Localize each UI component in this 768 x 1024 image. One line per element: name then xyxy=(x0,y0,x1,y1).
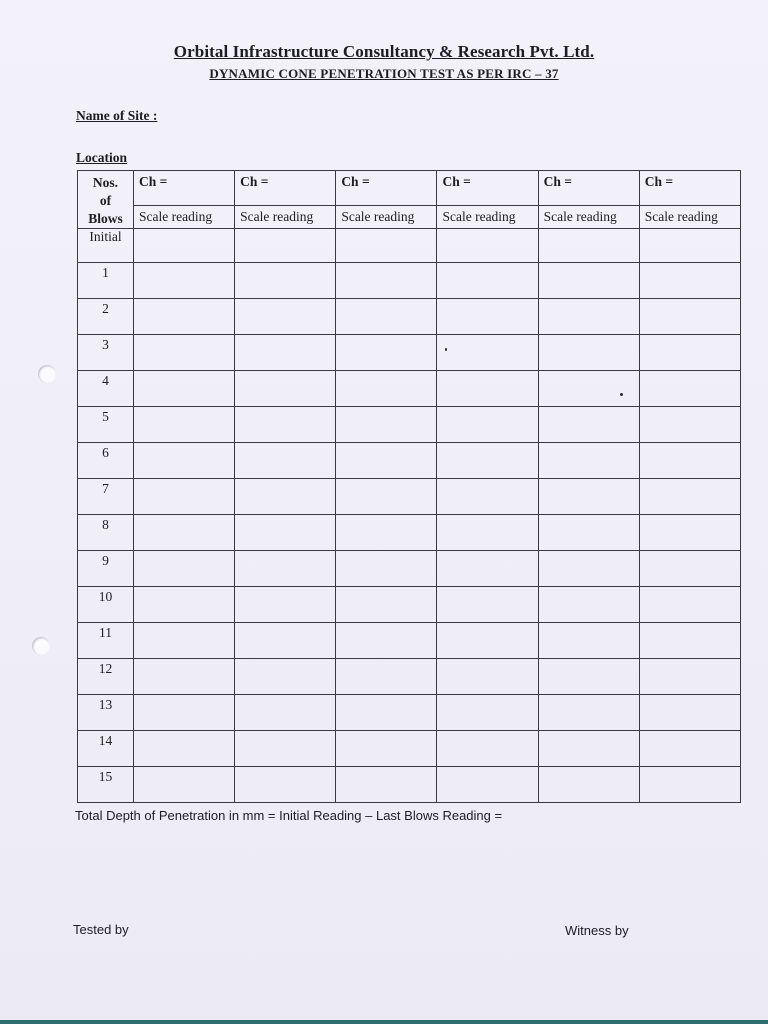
reading-cell[interactable] xyxy=(336,695,437,731)
blow-number: 11 xyxy=(78,623,134,659)
reading-cell[interactable] xyxy=(437,767,538,803)
blow-row xyxy=(78,587,741,623)
punch-hole xyxy=(38,365,56,383)
scale-reading-header: Scale reading xyxy=(437,205,538,228)
reading-cell[interactable] xyxy=(639,587,740,623)
blow-number: 1 xyxy=(78,263,134,299)
reading-cell[interactable] xyxy=(235,659,336,695)
scale-reading-header: Scale reading xyxy=(336,205,437,228)
blows-header-line: Nos. xyxy=(92,175,119,190)
reading-cell[interactable] xyxy=(134,407,235,443)
reading-cell[interactable] xyxy=(639,515,740,551)
reading-cell[interactable] xyxy=(437,551,538,587)
reading-cell[interactable] xyxy=(336,515,437,551)
reading-cell[interactable] xyxy=(437,515,538,551)
blow-row xyxy=(78,731,741,767)
reading-cell[interactable] xyxy=(134,229,235,263)
reading-cell[interactable] xyxy=(639,443,740,479)
reading-cell[interactable] xyxy=(134,371,235,407)
reading-cell[interactable] xyxy=(639,767,740,803)
reading-cell[interactable] xyxy=(235,551,336,587)
reading-cell[interactable] xyxy=(134,767,235,803)
blow-number: 9 xyxy=(78,551,134,587)
reading-cell[interactable] xyxy=(134,623,235,659)
reading-cell[interactable] xyxy=(538,731,639,767)
reading-cell[interactable] xyxy=(336,731,437,767)
bottom-edge-strip xyxy=(0,1020,768,1024)
speck xyxy=(620,393,623,396)
blow-number: 4 xyxy=(78,371,134,407)
chainage-header[interactable]: Ch = xyxy=(437,171,538,206)
total-depth-line: Total Depth of Penetration in mm = Initial Reading – Last Blows Reading = xyxy=(75,808,503,823)
reading-cell[interactable] xyxy=(538,443,639,479)
blows-header-line: Blows xyxy=(88,211,123,226)
reading-cell[interactable] xyxy=(336,479,437,515)
reading-cell[interactable] xyxy=(336,407,437,443)
reading-cell[interactable] xyxy=(639,335,740,371)
reading-cell[interactable] xyxy=(437,731,538,767)
reading-cell[interactable] xyxy=(538,479,639,515)
scale-reading-header: Scale reading xyxy=(235,205,336,228)
blow-row xyxy=(78,299,741,335)
reading-cell[interactable] xyxy=(336,587,437,623)
table-header-row xyxy=(78,171,741,206)
reading-cell[interactable] xyxy=(437,479,538,515)
reading-cell[interactable] xyxy=(336,335,437,371)
blow-row xyxy=(78,623,741,659)
reading-cell[interactable] xyxy=(437,335,538,371)
reading-cell[interactable] xyxy=(639,371,740,407)
reading-cell[interactable] xyxy=(235,587,336,623)
reading-cell[interactable] xyxy=(235,479,336,515)
blow-row xyxy=(78,479,741,515)
penetration-table xyxy=(77,170,741,803)
reading-cell[interactable] xyxy=(639,263,740,299)
blow-number: 8 xyxy=(78,515,134,551)
blow-number: 10 xyxy=(78,587,134,623)
blow-row xyxy=(78,263,741,299)
reading-cell[interactable] xyxy=(538,299,639,335)
blow-number: 5 xyxy=(78,407,134,443)
reading-cell[interactable] xyxy=(235,263,336,299)
blow-number: 14 xyxy=(78,731,134,767)
blow-number: 6 xyxy=(78,443,134,479)
reading-cell[interactable] xyxy=(134,731,235,767)
reading-cell[interactable] xyxy=(134,263,235,299)
blow-row xyxy=(78,515,741,551)
reading-cell[interactable] xyxy=(437,229,538,263)
reading-cell[interactable] xyxy=(538,767,639,803)
reading-cell[interactable] xyxy=(437,443,538,479)
reading-cell[interactable] xyxy=(437,695,538,731)
reading-cell[interactable] xyxy=(538,515,639,551)
reading-cell[interactable] xyxy=(134,443,235,479)
tested-by-label: Tested by xyxy=(73,922,129,937)
reading-cell[interactable] xyxy=(437,587,538,623)
blow-row xyxy=(78,767,741,803)
blow-number: 2 xyxy=(78,299,134,335)
location-label: Location xyxy=(76,150,128,165)
scale-reading-header: Scale reading xyxy=(538,205,639,228)
reading-cell[interactable] xyxy=(134,551,235,587)
scale-reading-header: Scale reading xyxy=(639,205,740,228)
reading-cell[interactable] xyxy=(235,335,336,371)
reading-cell[interactable] xyxy=(538,551,639,587)
chainage-header[interactable]: Ch = xyxy=(336,171,437,206)
reading-cell[interactable] xyxy=(538,335,639,371)
reading-cell[interactable] xyxy=(437,263,538,299)
reading-cell[interactable] xyxy=(336,371,437,407)
punch-hole xyxy=(32,637,50,655)
blow-row xyxy=(78,695,741,731)
blow-row xyxy=(78,659,741,695)
form-subtitle: DYNAMIC CONE PENETRATION TEST AS PER IRC – 37 xyxy=(209,66,559,81)
witness-by-label: Witness by xyxy=(565,923,629,938)
reading-cell[interactable] xyxy=(134,695,235,731)
reading-cell[interactable] xyxy=(639,479,740,515)
reading-cell[interactable] xyxy=(235,371,336,407)
company-title: Orbital Infrastructure Consultancy & Research Pvt. Ltd. xyxy=(173,42,595,61)
chainage-header[interactable]: Ch = xyxy=(639,171,740,206)
reading-cell[interactable] xyxy=(235,623,336,659)
initial-label: Initial xyxy=(78,229,134,263)
reading-cell[interactable] xyxy=(235,731,336,767)
blow-row xyxy=(78,371,741,407)
reading-cell[interactable] xyxy=(639,299,740,335)
chainage-header[interactable]: Ch = xyxy=(235,171,336,206)
reading-cell[interactable] xyxy=(639,659,740,695)
reading-cell[interactable] xyxy=(538,407,639,443)
reading-cell[interactable] xyxy=(235,767,336,803)
blow-number: 13 xyxy=(78,695,134,731)
reading-cell[interactable] xyxy=(639,407,740,443)
reading-cell[interactable] xyxy=(235,515,336,551)
reading-cell[interactable] xyxy=(336,299,437,335)
reading-cell[interactable] xyxy=(639,551,740,587)
blow-row xyxy=(78,551,741,587)
reading-cell[interactable] xyxy=(538,623,639,659)
reading-cell[interactable] xyxy=(235,407,336,443)
reading-cell[interactable] xyxy=(134,299,235,335)
blow-number: 7 xyxy=(78,479,134,515)
reading-cell[interactable] xyxy=(235,229,336,263)
blow-number: 15 xyxy=(78,767,134,803)
blow-number: 3 xyxy=(78,335,134,371)
reading-cell[interactable] xyxy=(437,659,538,695)
reading-cell[interactable] xyxy=(437,371,538,407)
reading-cell[interactable] xyxy=(336,659,437,695)
site-name-label: Name of Site : xyxy=(76,108,158,123)
reading-cell[interactable] xyxy=(336,263,437,299)
reading-cell[interactable] xyxy=(134,479,235,515)
reading-cell[interactable] xyxy=(639,229,740,263)
reading-cell[interactable] xyxy=(336,443,437,479)
reading-cell[interactable] xyxy=(639,695,740,731)
reading-cell[interactable] xyxy=(235,443,336,479)
reading-cell[interactable] xyxy=(134,515,235,551)
blows-header-line: of xyxy=(99,193,112,208)
reading-cell[interactable] xyxy=(437,623,538,659)
reading-cell[interactable] xyxy=(336,551,437,587)
initial-reading-row xyxy=(78,229,741,263)
reading-cell[interactable] xyxy=(538,659,639,695)
reading-cell[interactable] xyxy=(538,695,639,731)
reading-cell[interactable] xyxy=(437,299,538,335)
reading-cell[interactable] xyxy=(538,587,639,623)
blow-row xyxy=(78,407,741,443)
reading-cell[interactable] xyxy=(336,229,437,263)
reading-cell[interactable] xyxy=(538,229,639,263)
scale-reading-header: Scale reading xyxy=(134,205,235,228)
chainage-header[interactable]: Ch = xyxy=(134,171,235,206)
reading-cell[interactable] xyxy=(639,623,740,659)
scale-reading-row xyxy=(78,205,741,228)
speck xyxy=(445,348,447,351)
reading-cell[interactable] xyxy=(538,263,639,299)
reading-cell[interactable] xyxy=(336,623,437,659)
reading-cell[interactable] xyxy=(235,299,336,335)
chainage-header[interactable]: Ch = xyxy=(538,171,639,206)
reading-cell[interactable] xyxy=(538,371,639,407)
blow-row xyxy=(78,443,741,479)
reading-cell[interactable] xyxy=(134,335,235,371)
reading-cell[interactable] xyxy=(336,767,437,803)
reading-cell[interactable] xyxy=(437,407,538,443)
reading-cell[interactable] xyxy=(639,731,740,767)
reading-cell[interactable] xyxy=(235,695,336,731)
reading-cell[interactable] xyxy=(134,587,235,623)
reading-cell[interactable] xyxy=(134,659,235,695)
blow-row xyxy=(78,335,741,371)
blow-number: 12 xyxy=(78,659,134,695)
blows-header xyxy=(78,171,134,229)
